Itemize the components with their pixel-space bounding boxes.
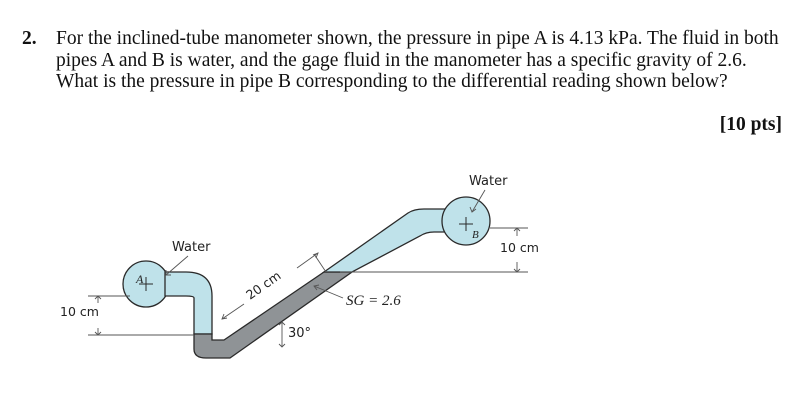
water-label-a: Water [172, 240, 211, 255]
dim-right-label: 10 cm [500, 240, 539, 255]
problem-text: For the inclined-tube manometer shown, the pressure in pipe A is 4.13 kPa. The fluid in both pipes A and B is water, and the gage fluid in the manometer has a specific gravity of 2.6. What is the pressure in pipe B corresponding to the differential reading shown below? [56, 28, 779, 92]
sg-label: SG = 2.6 [346, 293, 401, 309]
dim-incline-label: 20 cm [243, 267, 284, 303]
pipe-a-label: A [136, 272, 144, 286]
problem-points: [10 pts] [719, 114, 782, 135]
problem-number: 2. [22, 28, 37, 49]
tube-a-water [165, 272, 212, 334]
dim-left-label: 10 cm [60, 304, 99, 319]
pipe-b-label: B [472, 229, 479, 241]
water-label-b: Water [469, 174, 508, 189]
angle-marker [279, 322, 285, 347]
pipe-b [442, 197, 490, 245]
tube-b-water [324, 209, 446, 272]
pipe-a [123, 261, 169, 307]
angle-label: 30° [288, 326, 312, 341]
